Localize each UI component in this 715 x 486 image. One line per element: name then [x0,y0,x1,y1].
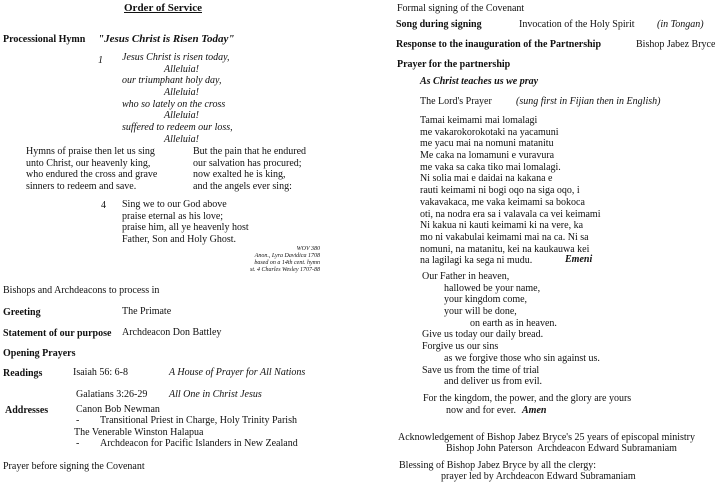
hymn-line: Alleluia! [164,63,199,75]
dash: - [76,415,80,426]
prayer-line: on earth as in heaven. [470,317,557,329]
credit-line: Anon., Lyra Davidica 1708 [254,253,320,259]
as-christ-teaches: As Christ teaches us we pray [420,76,539,87]
credit-line: st. 4 Charles Wesley 1707-88 [250,267,320,273]
prayer-line: Forgive us our sins [422,341,499,353]
prayer-partnership-label: Prayer for the partnership [397,59,511,70]
lords-prayer-label: The Lord's Prayer [420,96,492,107]
speaker-role: Transitional Priest in Charge, Holy Trinity Parish [100,415,297,426]
addresses-label: Addresses [5,405,49,416]
prayer-line: vakavakaca, me vaka keimami sa bokoca [420,196,585,208]
prayer-line: hallowed be your name, [444,282,541,294]
prayer-line: rauti keimami ni bogi oqo na siga oqo, i [420,185,580,197]
ack-speaker: Bishop John Paterson [446,443,533,454]
statement-label: Statement of our purpose [3,328,112,339]
hymn-line: Father, Son and Holy Ghost. [122,234,237,246]
prayer-line: na lagilagi ka sega ni mudu. [420,255,533,267]
credit-line: based on a 14th cent. hymn [254,260,320,266]
ack-speaker: Archdeacon Edward Subramaniam [537,443,677,454]
english-prayer [422,271,600,388]
hymn-line: who so lately on the cross [122,98,226,110]
english-amen: Amen [522,405,547,416]
verse-number: 1 [98,55,103,66]
hymn-line: Hymns of praise then let us sing [26,146,155,157]
hymn-line: Alleluia! [164,110,199,122]
hymn-verse-3 [193,146,306,193]
doxology: For the kingdom, the power, and the glory are yours [423,393,632,404]
response-value: Bishop Jabez Bryce [636,39,715,50]
prayer-line: me vaka sa caka tiko mai lomalagi. [420,161,561,173]
hymn-line: our triumphant holy day, [122,75,222,87]
hymn-line: sinners to redeem and save. [26,181,137,193]
hymn-credits [250,246,320,274]
hymn-line: praise him, all ye heavenly host [122,222,249,234]
prayer-line: Me caka na lomamuni e vuravura [420,150,555,162]
formal-signing: Formal signing of the Covenant [397,3,525,14]
prayer-line: me yacu mai na nomuni matanitu [420,138,554,150]
hymn-line: Jesus Christ is risen today, [122,52,230,63]
hymn-line: praise eternal as his love; [122,210,224,222]
hymn-line: Alleluia! [164,133,199,145]
prayer-before-signing: Prayer before signing the Covenant [3,461,145,472]
prayer-line: and deliver us from evil. [444,376,543,388]
blessing: Blessing of Bishop Jabez Bryce by all the clergy: [399,460,596,471]
hymn-line: unto Christ, our heavenly king, [26,157,151,169]
prayer-line: Tamai keimami mai lomalagi [420,115,538,126]
hymn-line: Alleluia! [164,87,199,99]
processional-hymn-label: Processional Hymn [3,34,86,45]
prayer-line: Our Father in heaven, [422,271,510,282]
greeting-label: Greeting [3,307,41,318]
readings-label: Readings [3,368,43,379]
statement-value: Archdeacon Don Battley [122,327,222,338]
hymn-line: But the pain that he endured [193,146,307,157]
opening-prayers-label: Opening Prayers [3,348,76,359]
reading-ref: Isaiah 56: 6-8 [73,367,128,378]
verse-number: 4 [101,200,106,211]
hymn-verse-4 [122,199,249,246]
reading-title: All One in Christ Jesus [169,389,262,400]
prayer-line: me vakarokorokotaki na yacamuni [420,126,559,138]
acknowledgement: Acknowledgement of Bishop Jabez Bryce's 25 years of episcopal ministry [398,432,696,443]
hymn-line: now exalted he is king, [193,169,286,181]
page-title: Order of Service [124,2,202,14]
prayer-line: Give us today our daily bread. [422,329,544,341]
prayer-line: nomuni, na matanitu, kei na kaukauwa kei [420,243,590,255]
reading-title: A House of Prayer for All Nations [169,367,306,378]
song-title: Invocation of the Holy Spirit [519,19,635,30]
process-in-text: Bishops and Archdeacons to process in [3,285,160,296]
speaker-role: Archdeacon for Pacific Islanders in New Zealand [100,438,298,449]
prayer-line: your will be done, [444,306,517,318]
song-label: Song during signing [396,19,482,30]
hymn-line: suffered to redeem our loss, [122,122,233,134]
prayer-line: your kingdom come, [444,294,528,306]
fijian-amen: Emeni [565,254,593,265]
blessing-led: prayer led by Archdeacon Edward Subramaniam [441,471,636,482]
hymn-verse-1 [122,52,233,146]
doxology-end: now and for ever. [446,405,516,416]
prayer-line: Ni kakua ni kauti keimami ki na vere, ka [420,220,584,232]
song-note: (in Tongan) [657,19,704,30]
speaker-name: The Venerable Winston Halapua [74,427,204,438]
prayer-line: Save us from the time of trial [422,364,540,376]
hymn-line: who endured the cross and grave [26,169,158,181]
prayer-line: mo ni vakabulai keimami mai na ca. Ni sa [420,231,589,243]
hymn-title: "Jesus Christ is Risen Today" [98,33,235,45]
lords-prayer-note: (sung first in Fijian then in English) [516,96,661,107]
prayer-line: oti, na nodra era sa i valavala ca vei keimami [420,208,601,220]
prayer-line: as we forgive those who sin against us. [444,352,600,364]
prayer-line: Ni solia mai e daidai na kakana e [420,173,553,185]
fijian-prayer [420,115,600,267]
speaker-name: Canon Bob Newman [76,404,160,415]
hymn-verse-2 [26,146,157,193]
hymn-line: and the angels ever sing: [193,181,292,193]
greeting-value: The Primate [122,306,172,317]
response-label: Response to the inauguration of the Partnership [396,39,602,50]
dash: - [76,438,80,449]
reading-ref: Galatians 3:26-29 [76,389,148,400]
hymn-line: our salvation has procured; [193,157,302,169]
hymn-line: Sing we to our God above [122,199,227,210]
credit-line: WOV 380 [296,246,320,252]
